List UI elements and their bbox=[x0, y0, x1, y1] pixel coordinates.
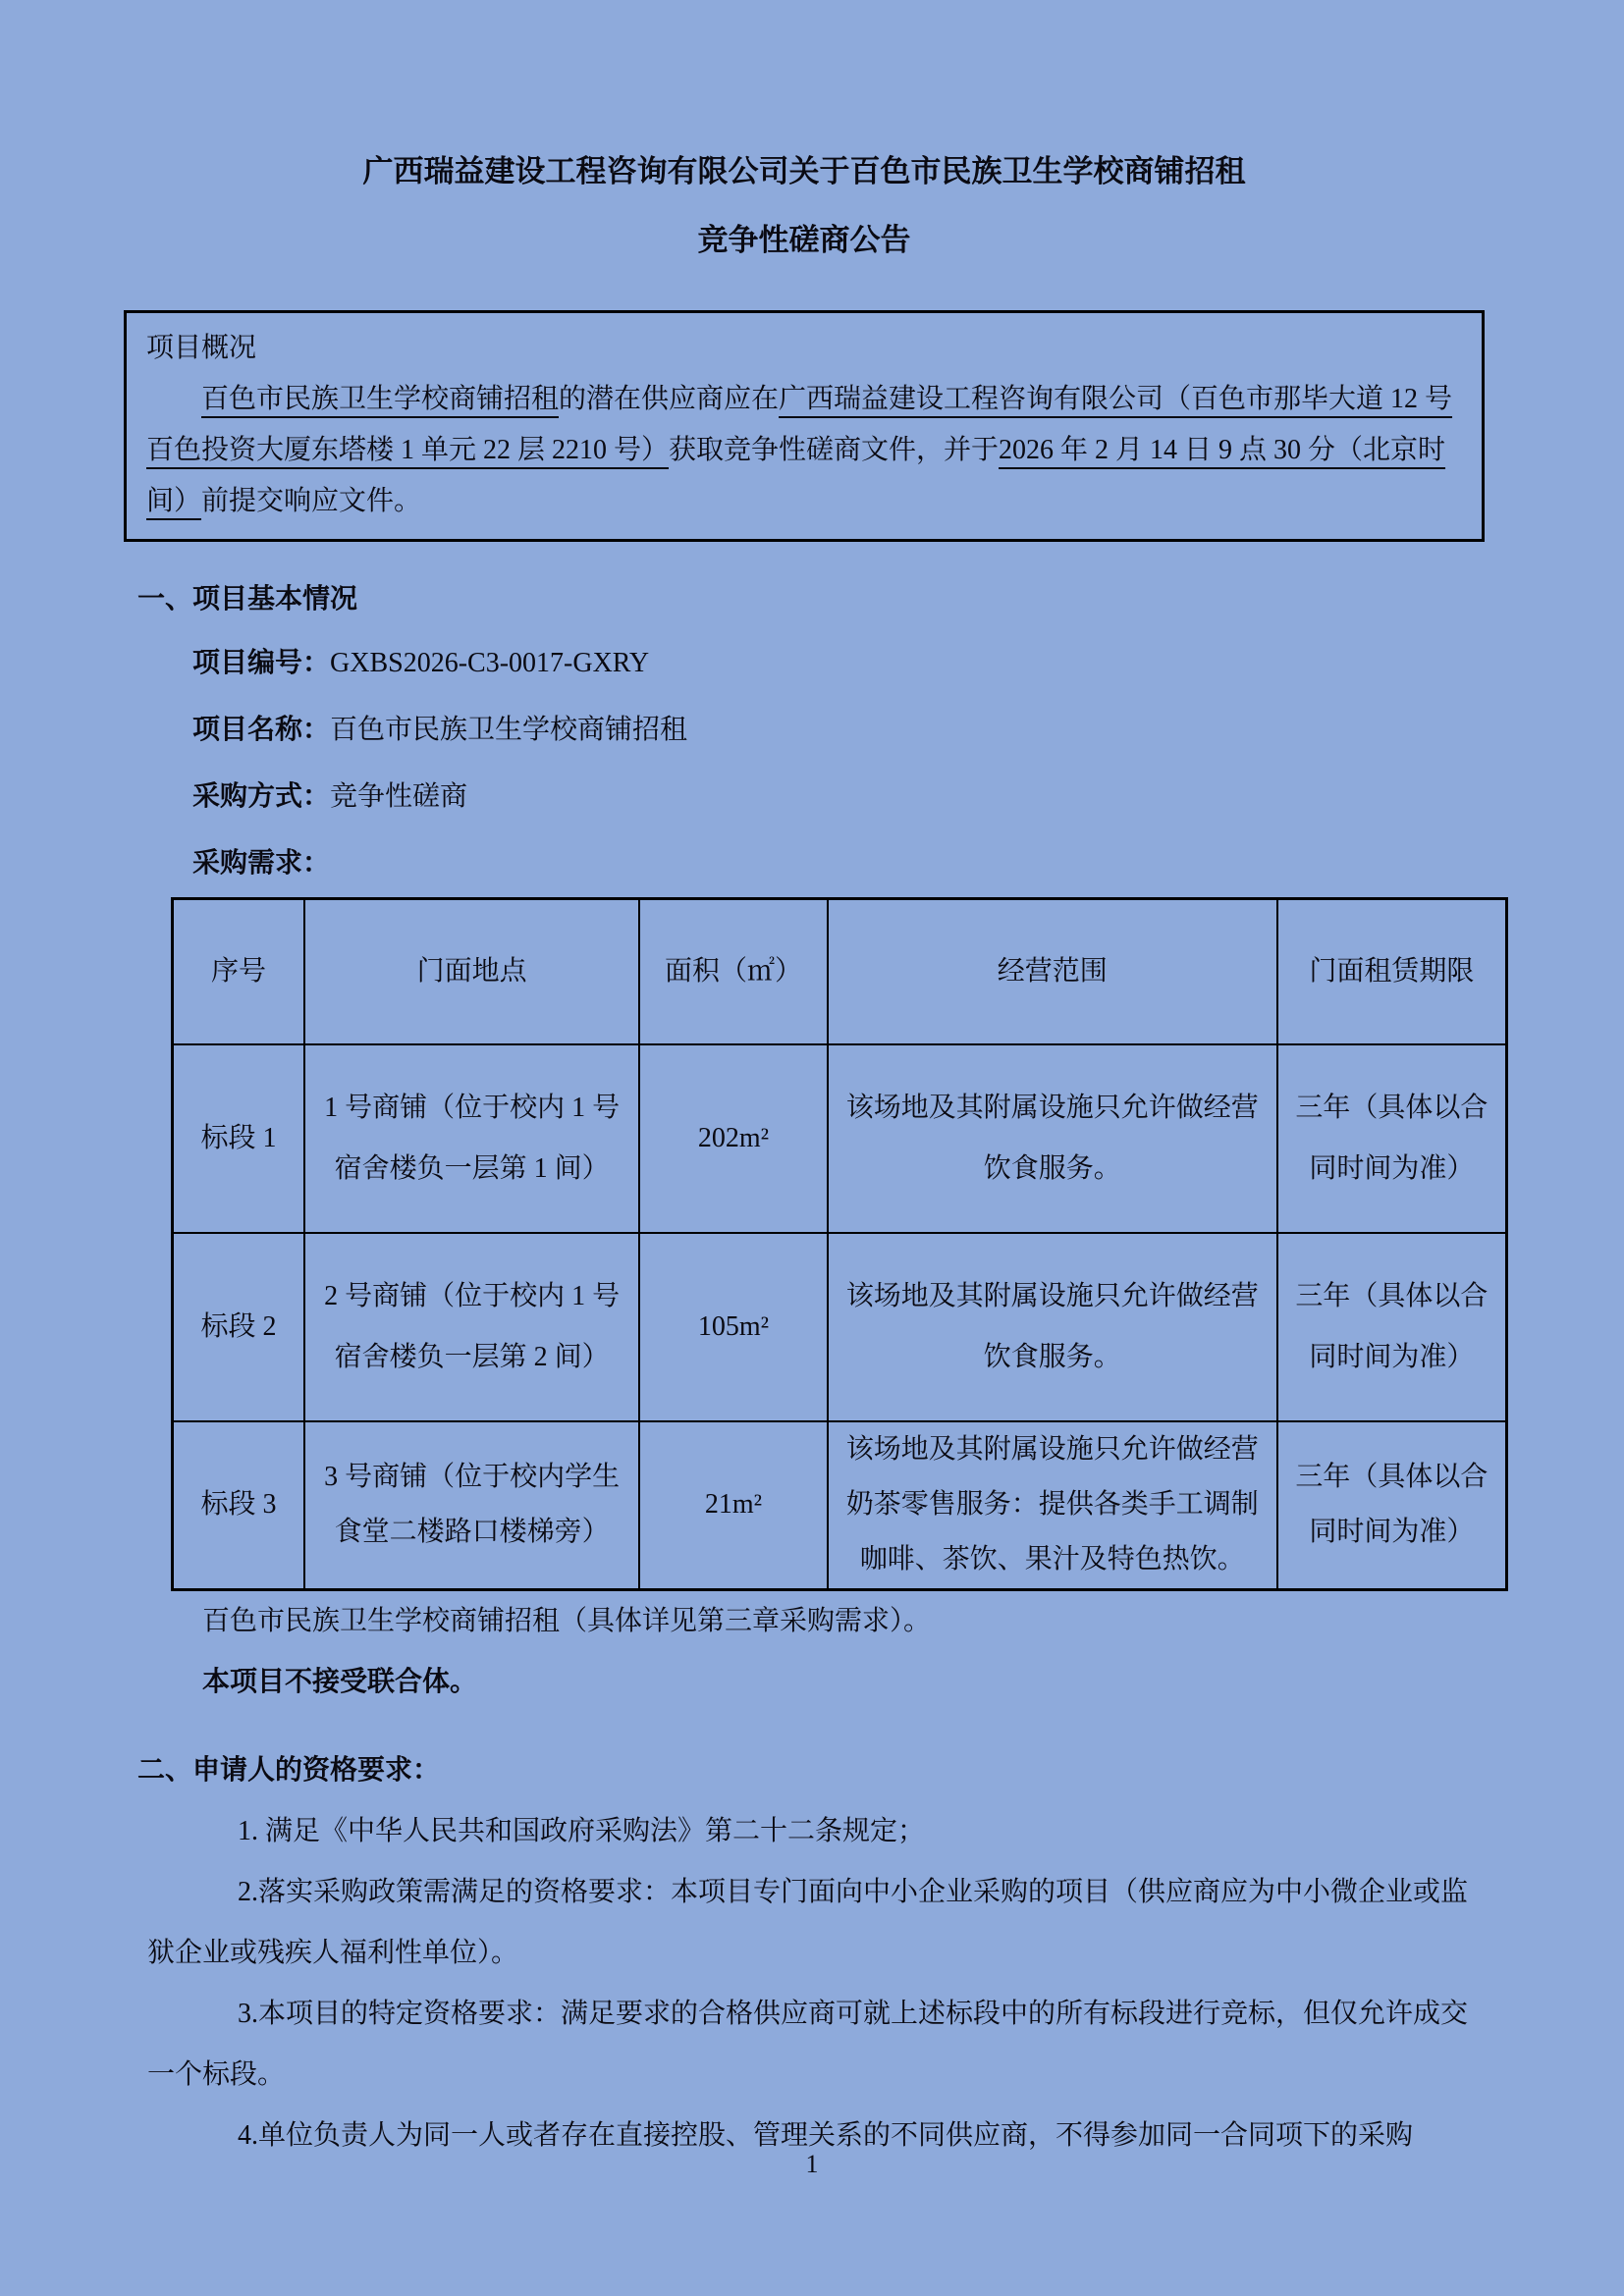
table-row bbox=[173, 1233, 1507, 1421]
field-project-number-label: 项目编号： bbox=[192, 648, 331, 678]
no-consortium-statement: 本项目不接受联合体。 bbox=[202, 1667, 478, 1697]
after-table-paragraphs bbox=[124, 1591, 1485, 1713]
overview-project-name-underlined: 百色市民族卫生学校商铺招租 bbox=[201, 384, 560, 414]
field-procurement-method bbox=[192, 764, 1485, 830]
table-cell: 三年（具体以合同时间为准） bbox=[1277, 1421, 1507, 1590]
table-cell: 该场地及其附属设施只允许做经营饮食服务。 bbox=[828, 1233, 1277, 1421]
requirement-item-1: 1. 满足《中华人民共和国政府采购法》第二十二条规定； bbox=[238, 1816, 926, 1846]
header-cell: 序号 bbox=[173, 899, 305, 1044]
procurement-table-body bbox=[173, 1044, 1507, 1590]
requirement-item-3: 3.本项目的特定资格要求：满足要求的合格供应商可就上述标段中的所有标段进行竞标，但仅允许成交一个标段。 bbox=[147, 1999, 1469, 2090]
field-project-name bbox=[192, 697, 1485, 764]
document-title bbox=[124, 137, 1485, 275]
field-project-number bbox=[192, 630, 1485, 697]
requirement-item-2: 2.落实采购政策需满足的资格要求：本项目专门面向中小企业采购的项目（供应商应为中小微企业或监狱企业或残疾人福利性单位）。 bbox=[147, 1877, 1469, 1968]
table-cell: 标段 1 bbox=[173, 1044, 305, 1233]
header-cell: 面积（㎡） bbox=[639, 899, 828, 1044]
table-cell: 该场地及其附属设施只允许做经营饮食服务。 bbox=[828, 1044, 1277, 1233]
project-basic-fields bbox=[124, 630, 1485, 897]
field-project-name-label: 项目名称： bbox=[192, 715, 331, 745]
field-procurement-method-value: 竞争性磋商 bbox=[330, 781, 468, 812]
page-number: 1 bbox=[805, 2150, 819, 2178]
field-project-number-value: GXBS2026-C3-0017-GXRY bbox=[330, 648, 650, 678]
overview-text-6: 前提交响应文件。 bbox=[201, 486, 422, 516]
table-cell: 三年（具体以合同时间为准） bbox=[1277, 1233, 1507, 1421]
qualification-requirements bbox=[124, 1801, 1485, 2166]
title-line-2: 竞争性磋商公告 bbox=[697, 223, 911, 257]
overview-text-2: 的潜在供应商应在 bbox=[559, 384, 780, 414]
table-note-paragraph: 百色市民族卫生学校商铺招租（具体详见第三章采购需求）。 bbox=[202, 1606, 932, 1636]
overview-deadline-underlined: 2026 年 2 月 14 日 9 点 30 分（北京时间） bbox=[146, 435, 1446, 516]
table-cell: 202m² bbox=[639, 1044, 828, 1233]
table-cell: 2 号商铺（位于校内 1 号宿舍楼负一层第 2 间） bbox=[304, 1233, 639, 1421]
field-project-name-value: 百色市民族卫生学校商铺招租 bbox=[330, 715, 688, 745]
overview-agency-address-underlined: 广西瑞益建设工程咨询有限公司（百色市那毕大道 12 号百色投资大厦东塔楼 1 单元 22 层 2210 号） bbox=[146, 384, 1453, 465]
requirement-item-4: 4.单位负责人为同一人或者存在直接控股、管理关系的不同供应商，不得参加同一合同项下的采购 bbox=[238, 2120, 1414, 2151]
table-cell: 3 号商铺（位于校内学生食堂二楼路口楼梯旁） bbox=[304, 1421, 639, 1590]
header-cell: 经营范围 bbox=[828, 899, 1277, 1044]
section2-heading: 二、申请人的资格要求： bbox=[137, 1755, 441, 1786]
section1-heading: 一、项目基本情况 bbox=[137, 584, 358, 614]
title-line-1: 广西瑞益建设工程咨询有限公司关于百色市民族卫生学校商铺招租 bbox=[362, 154, 1246, 188]
table-cell: 105m² bbox=[639, 1233, 828, 1421]
table-cell: 标段 2 bbox=[173, 1233, 305, 1421]
table-cell: 1 号商铺（位于校内 1 号宿舍楼负一层第 1 间） bbox=[304, 1044, 639, 1233]
header-cell: 门面租赁期限 bbox=[1277, 899, 1507, 1044]
overview-heading: 项目概况 bbox=[146, 333, 257, 363]
table-cell: 三年（具体以合同时间为准） bbox=[1277, 1044, 1507, 1233]
procurement-table-head bbox=[173, 899, 1507, 1044]
table-row bbox=[173, 1421, 1507, 1590]
field-procurement-method-label: 采购方式： bbox=[192, 781, 331, 812]
field-procurement-demand-label: 采购需求： bbox=[192, 848, 331, 879]
field-procurement-demand bbox=[192, 830, 1485, 897]
header-cell: 门面地点 bbox=[304, 899, 639, 1044]
table-cell: 标段 3 bbox=[173, 1421, 305, 1590]
header-row bbox=[173, 899, 1507, 1044]
overview-paragraph bbox=[146, 374, 1462, 527]
table-cell: 该场地及其附属设施只允许做经营奶茶零售服务：提供各类手工调制咖啡、茶饮、果汁及特色热饮。 bbox=[828, 1421, 1277, 1590]
table-cell: 21m² bbox=[639, 1421, 828, 1590]
table-row bbox=[173, 1044, 1507, 1233]
procurement-table bbox=[171, 897, 1508, 1591]
overview-text-4: 获取竞争性磋商文件，并于 bbox=[669, 435, 1000, 465]
project-overview-box bbox=[124, 310, 1485, 542]
